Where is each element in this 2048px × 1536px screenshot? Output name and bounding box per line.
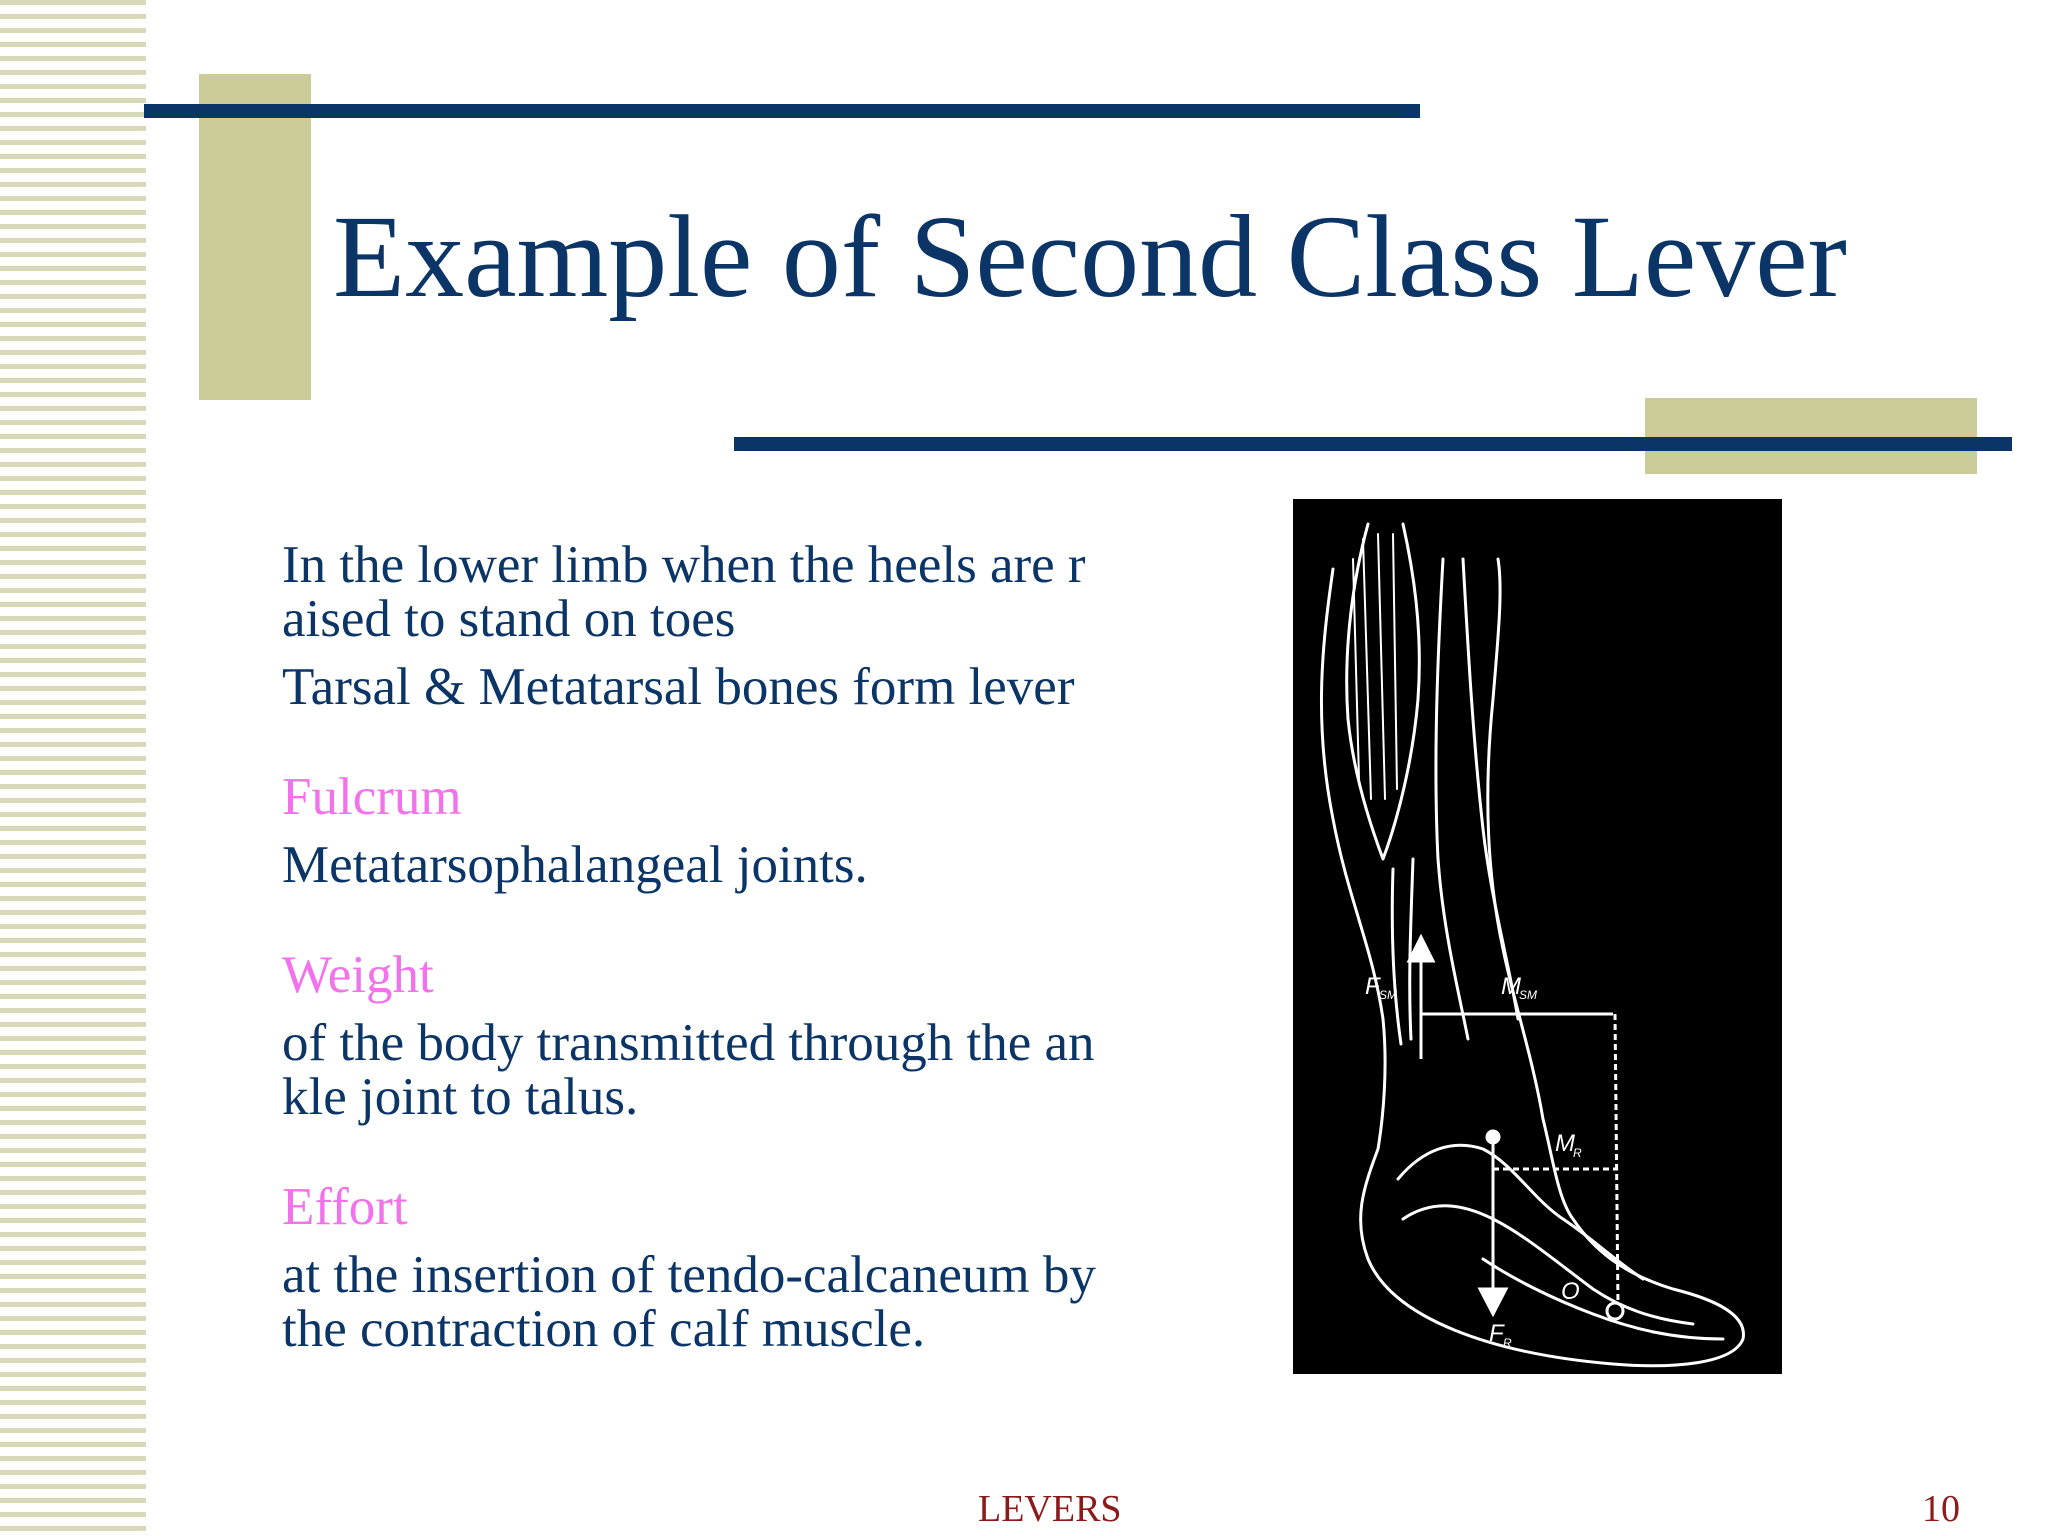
tibia-outline bbox=[1436, 559, 1468, 1039]
effort-text-1: at the insertion of tendo-calcaneum by bbox=[282, 1246, 1096, 1304]
weight-heading: Weight bbox=[282, 946, 434, 1004]
khaki-block-top bbox=[199, 74, 311, 400]
tendon-line bbox=[1410, 859, 1413, 1039]
fulcrum-text: Metatarsophalangeal joints. bbox=[282, 836, 868, 894]
label-m-r-sub: R bbox=[1573, 1146, 1582, 1160]
label-f-r: F bbox=[1489, 1320, 1504, 1347]
weight-text-1: of the body transmitted through the an bbox=[282, 1014, 1095, 1072]
label-o: O bbox=[1561, 1278, 1580, 1305]
khaki-block-right bbox=[1645, 398, 1977, 474]
leg-lever-illustration bbox=[1293, 499, 1782, 1374]
slide-title: Example of Second Class Lever bbox=[333, 191, 1847, 322]
metatarsophalangeal-joint bbox=[1607, 1303, 1623, 1319]
bottom-rule bbox=[734, 437, 2012, 451]
fulcrum-heading: Fulcrum bbox=[282, 768, 462, 826]
striped-side-decoration bbox=[0, 0, 146, 1536]
effort-arrow-head bbox=[1409, 937, 1433, 961]
label-f-sm-sub: SM bbox=[1379, 988, 1397, 1002]
fibula-outline bbox=[1463, 559, 1518, 1019]
tendon-line-2 bbox=[1392, 869, 1401, 1044]
intro-line-1: In the lower limb when the heels are r bbox=[282, 536, 1086, 594]
ankle-bones bbox=[1398, 1145, 1643, 1279]
label-m-r: M bbox=[1555, 1130, 1575, 1157]
footer-title: LEVERS bbox=[978, 1488, 1122, 1530]
weight-point bbox=[1487, 1131, 1499, 1143]
label-m-sm: M bbox=[1501, 973, 1521, 1000]
label-f-r-sub: R bbox=[1503, 1336, 1512, 1350]
leg-lever-diagram bbox=[1293, 499, 1782, 1374]
weight-arrow-head bbox=[1480, 1289, 1506, 1314]
slide-body bbox=[282, 538, 1182, 1356]
metatarsal-bones bbox=[1483, 1259, 1723, 1339]
weight-text-2: kle joint to talus. bbox=[282, 1068, 639, 1126]
label-m-sm-sub: SM bbox=[1519, 988, 1537, 1002]
slide-number: 10 bbox=[1922, 1488, 1960, 1530]
effort-heading: Effort bbox=[282, 1178, 408, 1236]
tarsal-bones bbox=[1403, 1206, 1693, 1324]
intro-line-3: Tarsal & Metatarsal bones form lever bbox=[282, 658, 1075, 716]
top-rule bbox=[144, 104, 1420, 118]
intro-line-2: aised to stand on toes bbox=[282, 590, 736, 648]
label-f-sm: F bbox=[1365, 973, 1380, 1000]
muscle-fibres bbox=[1353, 534, 1397, 799]
effort-text-2: the contraction of calf muscle. bbox=[282, 1300, 926, 1358]
